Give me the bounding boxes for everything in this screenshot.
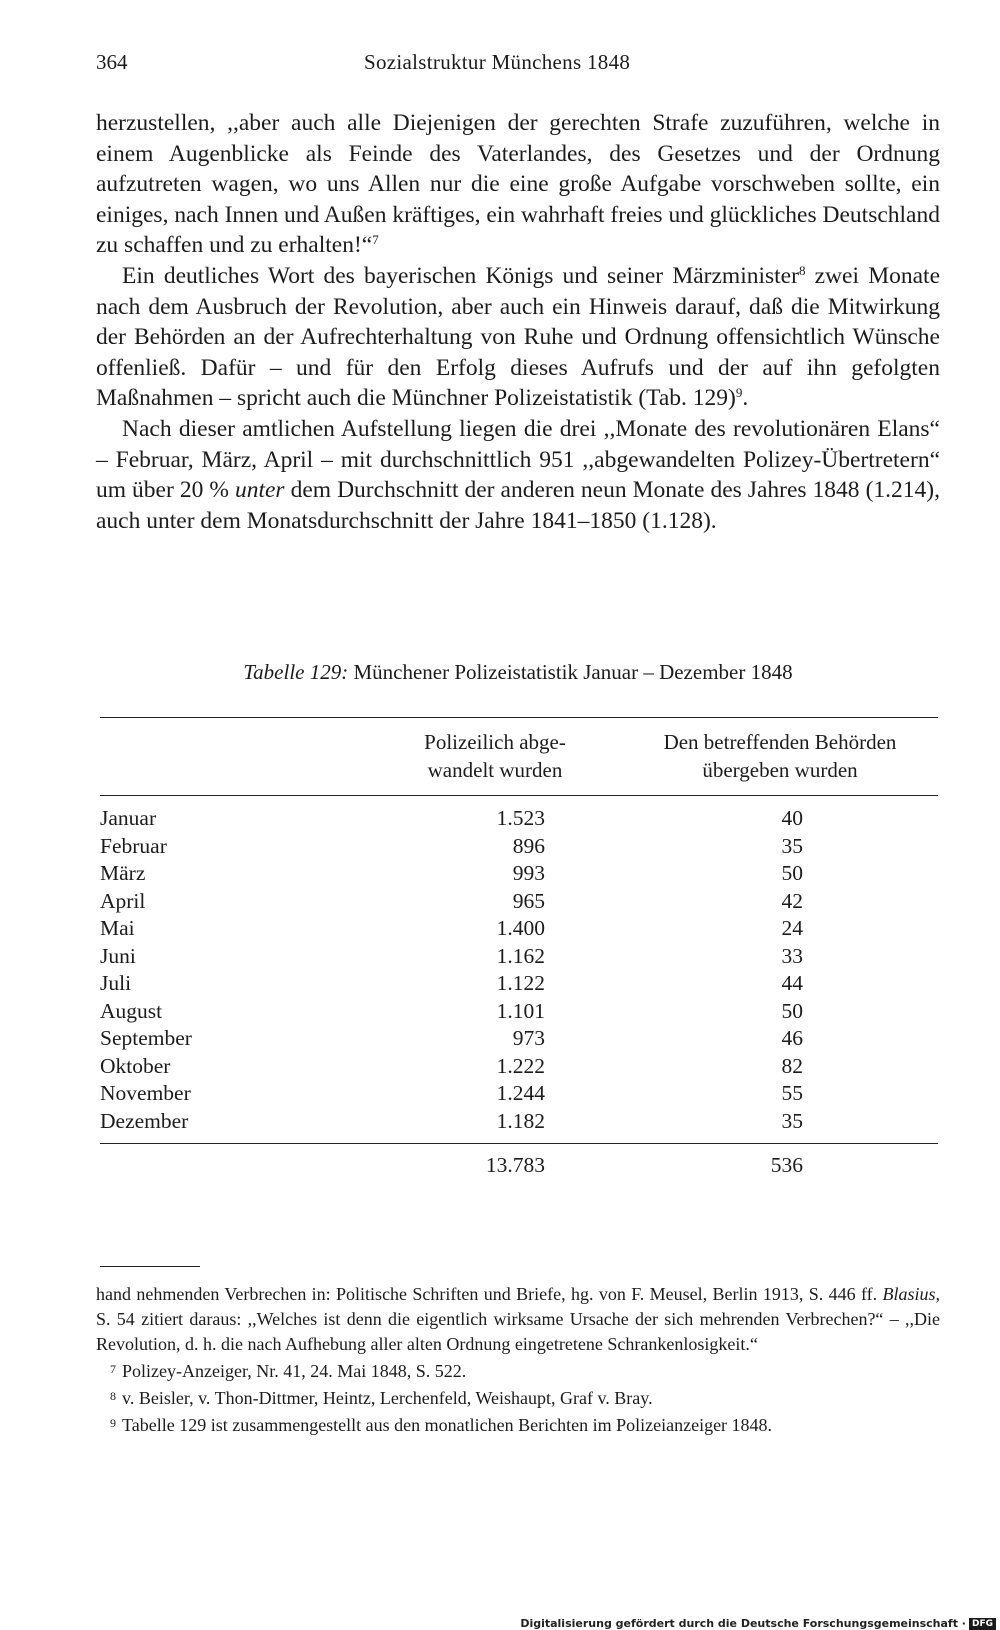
- month-cell: Dezember: [100, 1108, 189, 1133]
- table-row: [100, 1080, 938, 1108]
- column-header-abgewandelt: [400, 728, 590, 784]
- paragraph-2-text-a: Ein deutliches Wort des bayerischen Königs und seiner Märzminister: [122, 262, 799, 289]
- table-row: [100, 943, 938, 971]
- uebergeben-cell: 50: [781, 998, 803, 1023]
- footnotes: [96, 1282, 940, 1438]
- footnote-continuation-emphasis: Blasius,: [882, 1284, 940, 1304]
- digitization-notice: [520, 1617, 996, 1630]
- abgewandelt-cell: 896: [512, 833, 545, 858]
- footnote-number: 9: [110, 1416, 116, 1430]
- table-caption-title: Münchener Polizeistatistik Januar – Dezember 1848: [348, 660, 793, 684]
- month-cell: Juli: [100, 971, 132, 995]
- table-row: [100, 1108, 938, 1136]
- table-bottom-rule: [100, 1143, 938, 1144]
- column-header-abgewandelt-line1: Polizeilich abge-: [424, 730, 566, 754]
- table-caption: [96, 660, 940, 685]
- abgewandelt-cell: 973: [512, 1026, 545, 1050]
- table-row: [100, 1025, 938, 1053]
- table-row: [100, 860, 938, 888]
- paragraph-2: [96, 261, 940, 414]
- uebergeben-cell: 44: [781, 971, 803, 995]
- paragraph-3-text-a: Nach dieser amtlichen Aufstellung liegen die drei ,,Monate des revolutionären Elans“ – Februar, März, April – mit durchschnittlich 951 ,,abgewandelten Polizey-Übertretern“ um über 20 %: [96, 415, 940, 504]
- month-cell: Oktober: [100, 1053, 171, 1078]
- footnote-separator: [100, 1266, 200, 1267]
- column-header-uebergeben-line1: Den betreffenden Behörden: [663, 730, 897, 754]
- table-caption-label: Tabelle 129:: [243, 660, 349, 684]
- month-cell: Mai: [100, 916, 135, 940]
- footnote-7: [96, 1357, 940, 1384]
- paragraph-1: [96, 108, 940, 261]
- table-header-rule: [100, 795, 938, 796]
- month-cell: November: [100, 1081, 191, 1105]
- column-header-uebergeben: [630, 728, 930, 784]
- paragraph-3-text-b: dem Durchschnitt der anderen neun Monate des Jahres 1848 (1.214), auch unter dem Monatsdurchschnitt der Jahre 1841–1850 (1.128).: [96, 477, 940, 534]
- paragraph-3: [96, 414, 940, 536]
- footnote-ref-8[interactable]: 8: [798, 262, 806, 278]
- footnote-9: [96, 1411, 940, 1438]
- footnote-number: 7: [110, 1362, 116, 1376]
- column-header-uebergeben-line2: übergeben wurden: [702, 758, 858, 782]
- table-row: [100, 833, 938, 861]
- abgewandelt-cell: 1.122: [496, 971, 545, 995]
- footnote-ref-9[interactable]: 9: [735, 385, 743, 401]
- uebergeben-cell: 55: [781, 1081, 803, 1105]
- footnote-continuation-b: S. 54 zitiert daraus: ,,Welches ist denn die eigentlich wirksame Ursache der sich mehrenden Verbrechen?“ – ,,Die Revolution, d. h. die nach Aufhebung aller alten Ordnung eingetretene Schrankenlosigkeit.“: [96, 1309, 940, 1354]
- month-cell: Juni: [100, 943, 136, 968]
- month-cell: Februar: [100, 833, 167, 858]
- paragraph-3-emphasis: unter: [234, 477, 285, 504]
- footnote-continuation-a: hand nehmenden Verbrechen in: Politische Schriften und Briefe, hg. von F. Meusel, Berlin 1913, S. 446 ff.: [96, 1284, 883, 1304]
- abgewandelt-cell: 1.222: [496, 1053, 545, 1078]
- month-cell: August: [100, 998, 163, 1023]
- footnote-text: v. Beisler, v. Thon-Dittmer, Heintz, Lerchenfeld, Weishaupt, Graf v. Bray.: [122, 1388, 653, 1408]
- uebergeben-cell: 50: [781, 861, 803, 885]
- digitization-text: Digitalisierung gefördert durch die Deutsche Forschungsgemeinschaft ·: [520, 1617, 966, 1630]
- total-abgewandelt: 13.783: [485, 1153, 545, 1177]
- paragraph-2-text-b: zwei Monate nach dem Ausbruch der Revolution, aber auch ein Hinweis darauf, daß die Mitwirkung der Behörden an der Aufrechterhaltung von Ruhe und Ordnung offensichtlich Wünsche offenließ. Dafür – und für den Erfolg dieses Aufrufs und der auf ihn gefolgten Maßnahmen – spricht auch die Münchner Polizeistatistik (Tab. 129): [96, 262, 940, 412]
- abgewandelt-cell: 965: [512, 888, 545, 913]
- footnote-text: Polizey-Anzeiger, Nr. 41, 24. Mai 1848, S. 522.: [122, 1361, 467, 1381]
- paragraph-2-end: .: [742, 385, 749, 412]
- footnote-number: 8: [110, 1389, 116, 1403]
- abgewandelt-cell: 993: [512, 861, 545, 885]
- table-row: [100, 998, 938, 1026]
- page-header: [96, 50, 940, 82]
- uebergeben-cell: 40: [781, 806, 803, 830]
- table-top-rule: [100, 717, 938, 718]
- footnote-8: [96, 1384, 940, 1411]
- abgewandelt-cell: 1.162: [496, 943, 545, 968]
- month-cell: September: [100, 1026, 192, 1050]
- uebergeben-cell: 33: [781, 943, 803, 968]
- month-cell: März: [100, 861, 146, 885]
- uebergeben-cell: 46: [781, 1026, 803, 1050]
- uebergeben-cell: 82: [781, 1053, 803, 1078]
- uebergeben-cell: 35: [781, 833, 803, 858]
- abgewandelt-cell: 1.101: [496, 998, 545, 1023]
- dfg-logo-icon: DFG: [969, 1618, 996, 1630]
- table-row: [100, 915, 938, 943]
- table-row: [100, 1053, 938, 1081]
- uebergeben-cell: 42: [781, 888, 803, 913]
- column-header-abgewandelt-line2: wandelt wurden: [427, 758, 563, 782]
- footnote-text: Tabelle 129 ist zusammengestellt aus den monatlichen Berichten im Polizeianzeiger 1848.: [122, 1415, 773, 1435]
- running-head: Sozialstruktur Münchens 1848: [364, 50, 631, 74]
- paragraph-1-text: herzustellen, ,,aber auch alle Diejenigen der gerechten Strafe zuzuführen, welche in einem Augenblicke als Feinde des Vaterlandes, des Gesetzes und der Ordnung aufzutreten wagen, wo uns Allen nur die eine große Aufgabe vorschweben sollte, ein einiges, nach Innen und Außen kräftiges, ein wahrhaft freies und glückliches Deutschland zu schaffen und zu erhalten!“: [96, 110, 940, 259]
- table-row: [100, 970, 938, 998]
- table-row: [100, 888, 938, 916]
- total-uebergeben: 536: [770, 1153, 803, 1177]
- abgewandelt-cell: 1.182: [496, 1108, 545, 1133]
- page-number: 364: [96, 50, 128, 74]
- footnote-ref-7[interactable]: 7: [372, 232, 379, 248]
- uebergeben-cell: 35: [781, 1108, 803, 1133]
- abgewandelt-cell: 1.400: [496, 916, 545, 940]
- table-row: [100, 805, 938, 833]
- body-text: [96, 108, 940, 536]
- table-body: [100, 805, 938, 1135]
- month-cell: Januar: [100, 806, 157, 830]
- uebergeben-cell: 24: [781, 916, 803, 940]
- abgewandelt-cell: 1.523: [496, 806, 545, 830]
- footnote-continuation: [96, 1282, 940, 1357]
- abgewandelt-cell: 1.244: [496, 1081, 545, 1105]
- month-cell: April: [100, 888, 146, 913]
- table-totals-row: [100, 1153, 938, 1181]
